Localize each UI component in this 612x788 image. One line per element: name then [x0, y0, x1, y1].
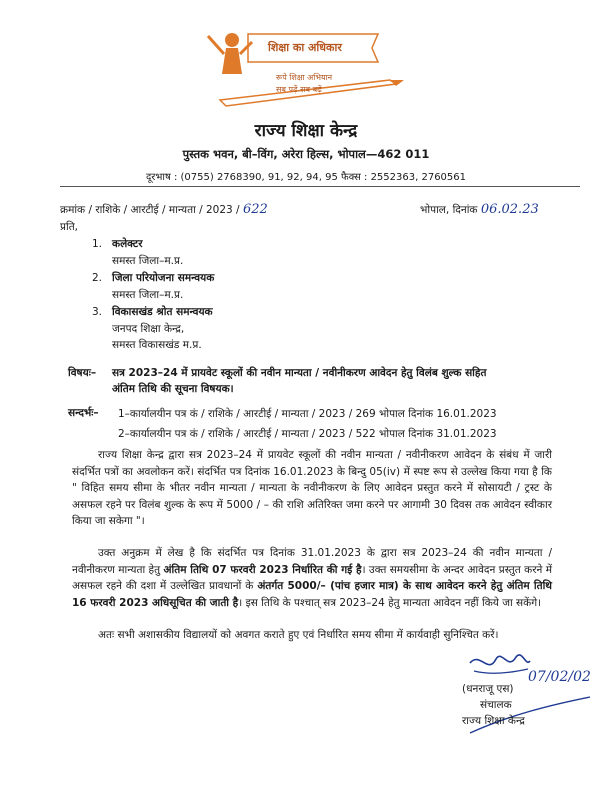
- body-paragraph-1: राज्य शिक्षा केन्द्र द्वारा सत्र 2023–24 में प्रायवेट स्कूलों की नवीन मान्यता / नवीनीकरण आवेदन के संबंध में जारी संदर्भित पत्रों का अवलोकन करें। संदर्भित पत्र दिनांक 16.01.2023 के बिन्दु 05(iv) में स्पष्ट रूप से उल्लेख किया गया है कि " विहित समय सीमा के भीतर नवीन मान्यता / मान्यता के नवीनीकरण के लिए आवेदन प्रस्तुत करने में सोसायटी / ट्रस्ट के असफल रहने पर विलंब शुल्क के रूप में 5000 / – की राशि अतिरिक्त जमा करने पर आगामी 30 दिवस तक आवेदन स्वीकार किया जा सकेगा "।: [72, 449, 552, 527]
- prati-label: प्रति,: [60, 221, 79, 233]
- para2-part-a: उक्त अनुक्रम में लेख है कि संदर्भित पत्र दिनांक 31.01.2023 के द्वारा सत्र 2023–24 की नवीन मान्यता / नवीनीकरण मान्यता हेतु: [72, 547, 552, 576]
- place-date-prefix: भोपाल, दिनांक: [420, 204, 478, 216]
- recipient-3-num: 3.: [92, 306, 103, 318]
- recipient-1-num: 1.: [92, 238, 103, 250]
- office-title: राज्य शिक्षा केन्द्र: [254, 121, 358, 141]
- subject-line-2: अंतिम तिथि की सूचना विषयक।: [112, 383, 234, 395]
- logo: [190, 14, 420, 114]
- signatory-designation: संचालक: [480, 699, 512, 711]
- signatory-office: राज्य शिक्षा केन्द्र: [462, 715, 525, 727]
- signatory-name: (धनराजू एस): [462, 683, 514, 695]
- logo-banner-text: शिक्षा का अधिकार: [268, 41, 342, 54]
- para2-part-b: अंतिम तिथि 07 फरवरी 2023 निर्धारित की गई है: [163, 563, 362, 576]
- body-paragraph-3: अतः सभी अशासकीय विद्यालयों को अवगत कराते हुए एवं निर्धारित समय सीमा में कार्यवाही सुनिश्चित करें।: [98, 629, 499, 641]
- reference-item-2: 2–कार्यालयीन पत्र कं / राशिके / आरटीई / मान्यता / 2023 / 522 भोपाल दिनांक 31.01.2023: [118, 428, 497, 440]
- references-label: सन्दर्भः–: [68, 407, 99, 419]
- office-address: पुस्तक भवन, बी–विंग, अरेरा हिल्स, भोपाल—462 011: [182, 147, 430, 161]
- logo-tagline-1: रूपे शिक्षा अभियान: [276, 73, 333, 82]
- office-phone: दूरभाष : (0755) 2768390, 91, 92, 94, 95 फैक्स : 2552363, 2760561: [145, 172, 467, 183]
- recipient-2-title: जिला परियोजना समन्वयक: [112, 272, 215, 284]
- para2-part-e: । इस तिथि के पश्चात् सत्र 2023–24 हेतु मान्यता आवेदन नहीं किये जा सकेंगे।: [238, 596, 542, 609]
- reference-prefix: क्रमांक / राशिके / आरटीई / मान्यता / 2023 /: [60, 204, 240, 216]
- recipient-3-line2: समस्त विकासखंड म.प्र.: [112, 339, 202, 351]
- header-divider: [60, 186, 580, 187]
- recipient-3-line: जनपद शिक्षा केन्द्र,: [112, 323, 185, 335]
- recipient-1-title: कलेक्टर: [112, 238, 143, 250]
- recipient-2-num: 2.: [92, 272, 103, 284]
- subject-line-1: सत्र 2023–24 में प्रायवेट स्कूलों की नवीन मान्यता / नवीनीकरण आवेदन हेतु विलंब शुल्क सहित: [112, 367, 487, 379]
- subject-label: विषयः–: [68, 367, 97, 379]
- date-handwritten: 06.02.23: [480, 202, 539, 217]
- place-date: [420, 202, 539, 217]
- logo-tagline-2: सब पढ़ें सब बढ़ें: [276, 85, 322, 94]
- logo-emblem-icon: [190, 14, 420, 114]
- reference-item-1: 1–कार्यालयीन पत्र कं / राशिके / आरटीई / मान्यता / 2023 / 269 भोपाल दिनांक 16.01.2023: [118, 408, 497, 420]
- reference-number-handwritten: 622: [242, 202, 268, 217]
- body-paragraph-2: [72, 545, 552, 611]
- recipient-1-line: समस्त जिला–म.प्र.: [112, 255, 184, 267]
- signature-date-handwritten: 07/02/02: [528, 669, 591, 685]
- reference-number: [60, 202, 268, 217]
- recipient-2-line: समस्त जिला–म.प्र.: [112, 289, 184, 301]
- para2-part-c: । उक्त समयसीमा के अन्दर आवेदन प्रस्तुत करने में असफल रहने की दशा में उल्लेखित प्रावधानों के: [72, 563, 552, 592]
- para2-part-d: अंतर्गत 5000/– (पांच हजार मात्र) के साथ आवेदन करने हेतु अंतिम तिथि 16 फरवरी 2023 अधिसूचित की जाती है: [72, 580, 553, 609]
- recipient-3-title: विकासखंड श्रोत समन्वयक: [112, 306, 213, 318]
